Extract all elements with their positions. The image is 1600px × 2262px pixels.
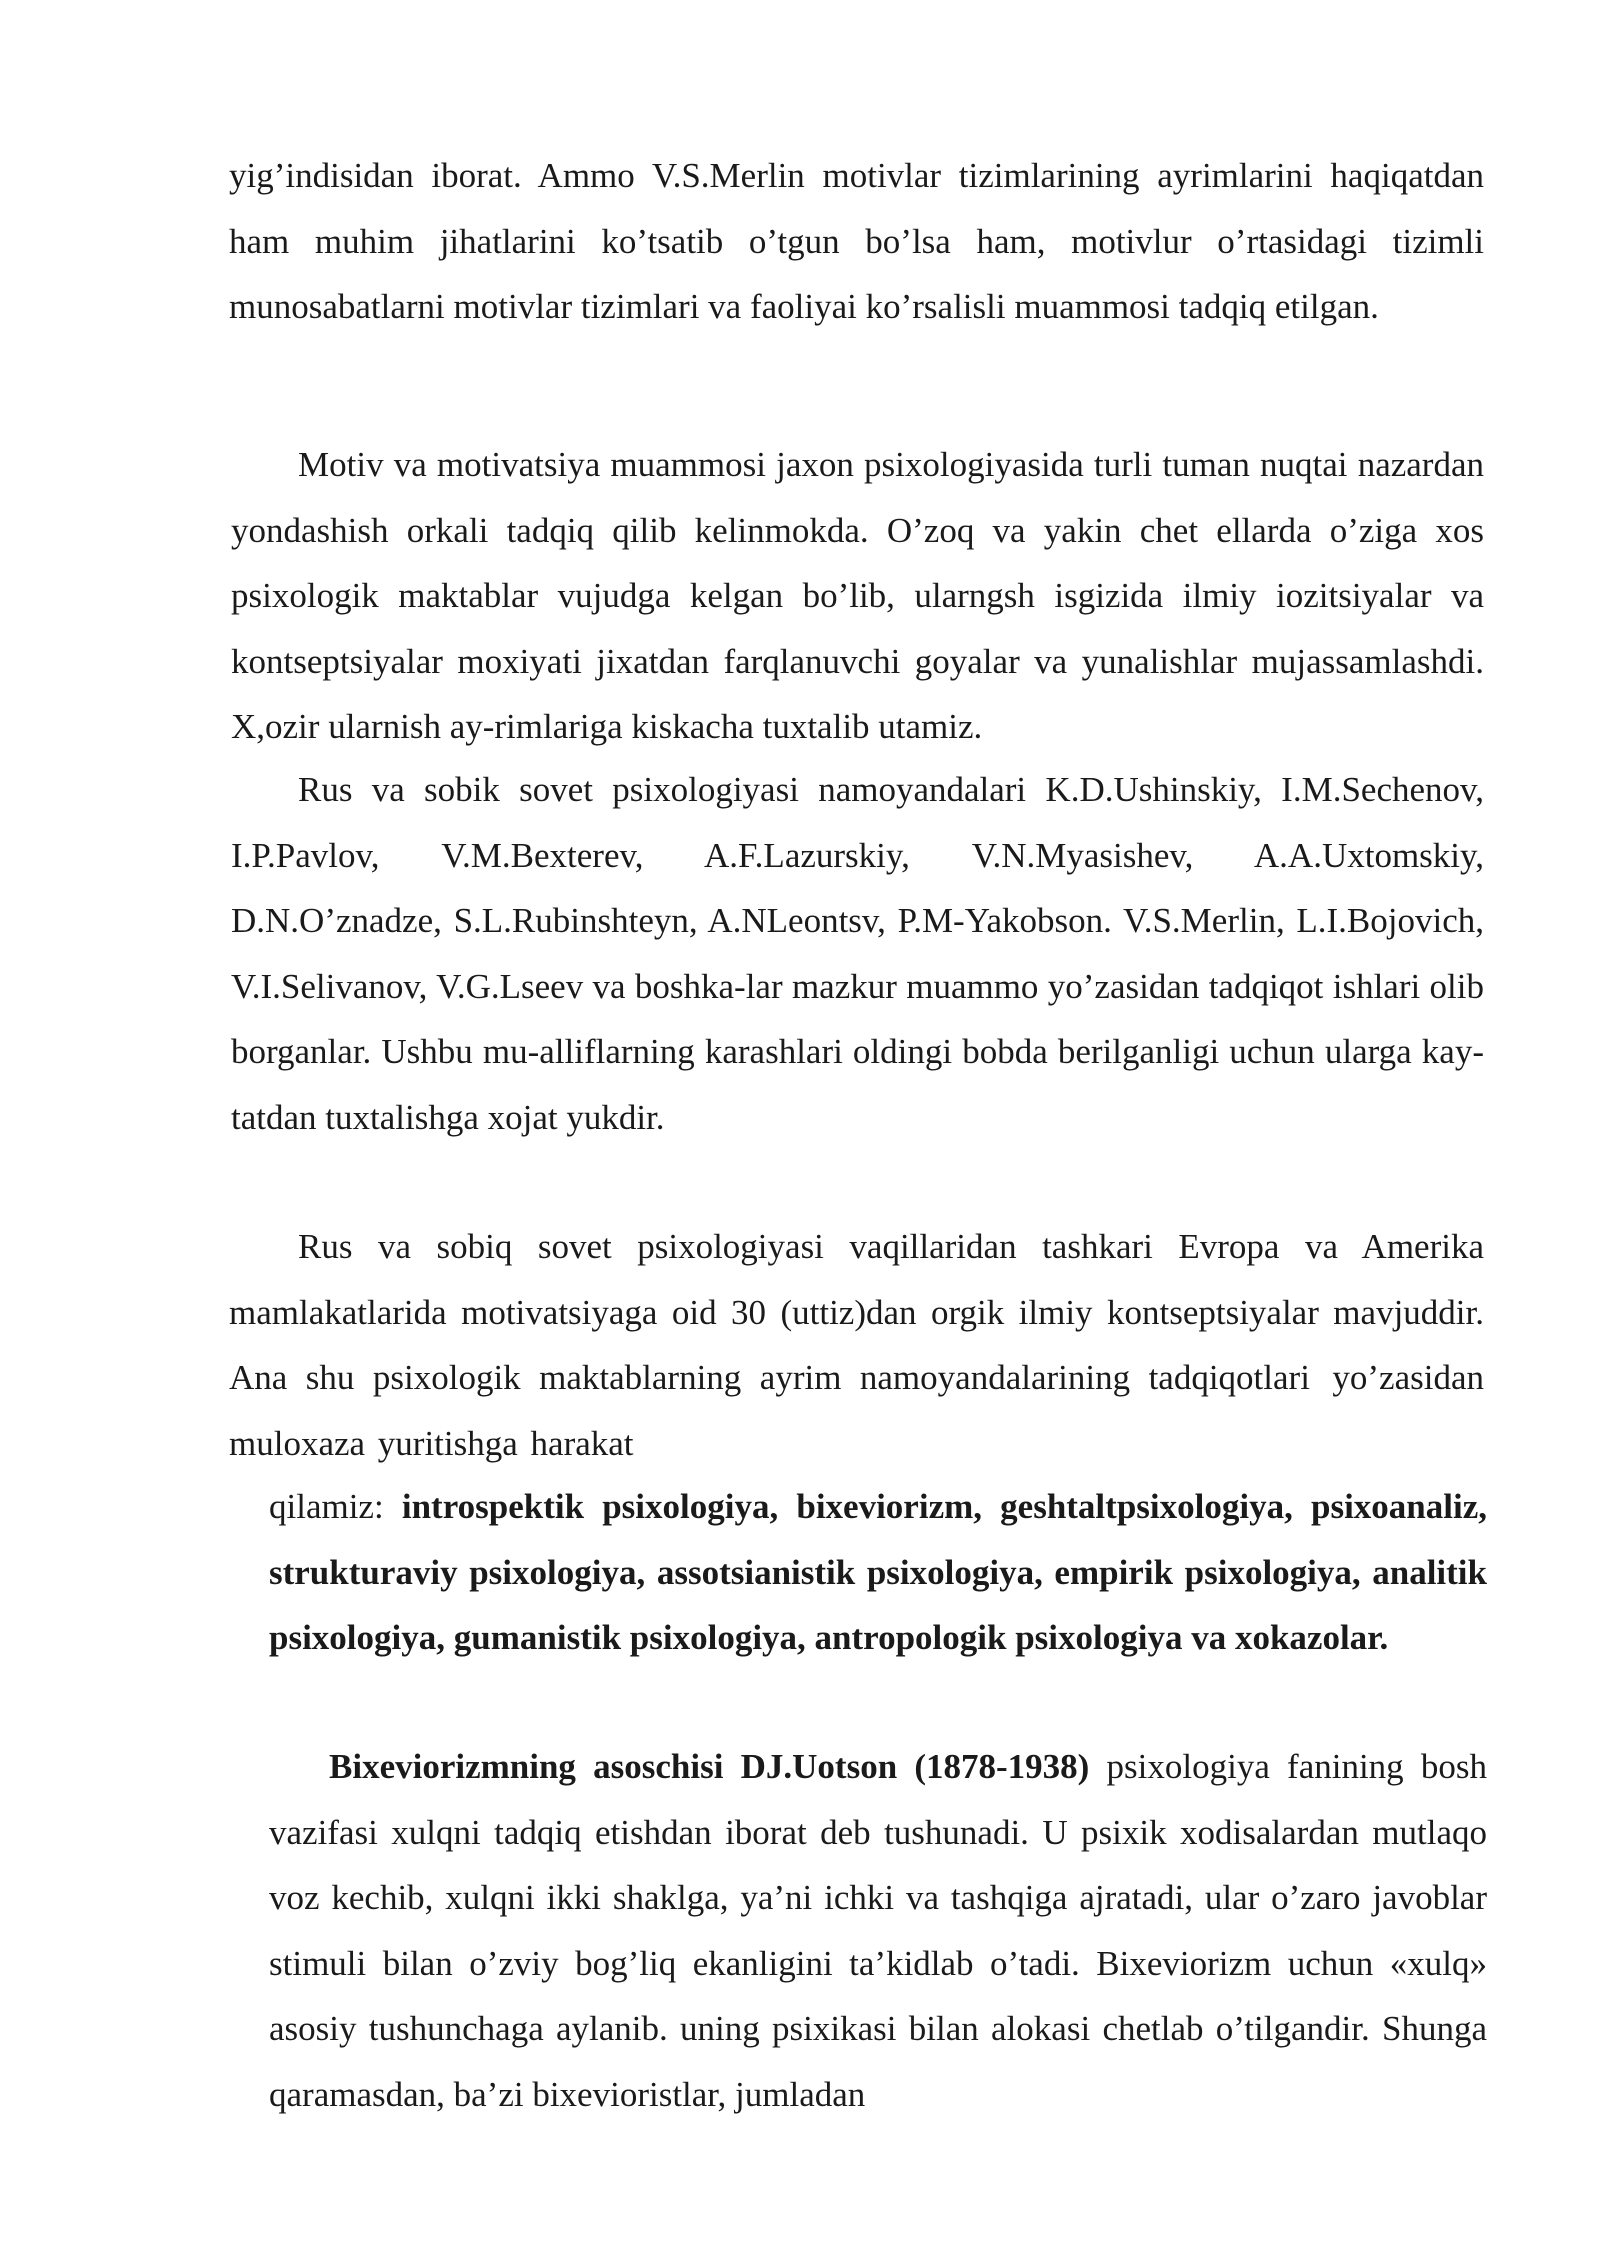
behaviorism-founder-bold: Bixeviorizmning asoschisi DJ.Uotson (1878-1938) [329,1747,1090,1786]
paragraph-psychology-schools-list [269,1474,1487,1671]
paragraph-text: psixologiya fanining bosh vazifasi xulqni tadqiq etishdan iborat deb tushunadi. U psixik xodisalardan mutlaqo voz kechib, xulqni ikki shaklga, ya’ni ichki va tashqiga ajratadi, ular o’zaro javoblar stimuli bilan o’zviy bog’liq ekanligini ta’kidlab o’tadi. Bixeviorizm uchun «xulq» asosiy tushunchaga aylanib. uning psixikasi bilan alokasi chetlab o’tilgandir. Shunga qaramasdan, ba’zi bixevioristlar, jumladan [269,1747,1487,2114]
paragraph-soviet-psychologists [231,757,1484,1150]
paragraph-text: Rus va sobik sovet psixologiyasi namoyandalari K.D.Ushinskiy, I.M.Sechenov, I.P.Pavlov, V.M.Bexterev, A.F.Lazurskiy, V.N.Myasishev, A.A.Uxtomskiy, D.N.O’znadze, S.L.Rubinshteyn, A.NLeontsv, P.M-Yakobson. V.S.Merlin, L.I.Bojovich, V.I.Selivanov, V.G.Lseev va boshka-lar mazkur muammo yo’zasidan tadqiqot ishlari olib borganlar. Ushbu mu-alliflarning karashlari oldingi bobda berilganligi uchun ularga kay-tatdan tuxtalishga xojat yukdir. [231,770,1484,1137]
paragraph-european-american-concepts [229,1214,1484,1476]
paragraph-behaviorism [269,1734,1487,2127]
paragraph-merlin-motives [229,143,1484,340]
paragraph-last-line: tadqiqotlari yo’zasidan muloxaza yuritishga harakat [229,1358,1485,1463]
paragraph-text: Rus va sobiq sovet psixologiyasi vaqillaridan tashkari Evropa va Amerika mamlakatlarida motivatsiyaga oid 30 (uttiz)dan orgik ilmiy kontseptsiyalar mavjuddir. Ana shu psixologik maktablarning ayrim namoyandalarining [229,1227,1484,1397]
paragraph-text: yig’indisidan iborat. Ammo V.S.Merlin motivlar tizimlarining ayrimlarini haqiqatdan ham muhim jihatlarini ko’tsatib o’tgun bo’lsa ham, motivlur o’rtasidagi tizimli munosabatlarni motivlar tizimlari va faoliyai ko’rsalisli muammosi tadqiq etilgan. [229,156,1484,326]
paragraph-lead-text: qilamiz: [269,1487,402,1526]
paragraph-motivation-problem [231,432,1484,760]
paragraph-text: Motiv va motivatsiya muammosi jaxon psixologiyasida turli tuman nuqtai nazardan yondashish orkali tadqiq qilib kelinmokda. O’zoq va yakin chet ellarda o’ziga xos psixologik maktablar vujudga kelgan bo’lib, ularngsh isgizida ilmiy iozitsiyalar va kontseptsiyalar moxiyati jixatdan farqlanuvchi goyalar va yunalishlar mujassamlashdi. X,ozir ularnish ay-rimlariga kiskacha tuxtalib utamiz. [231,445,1484,746]
schools-list-bold: introspektik psixologiya, bixeviorizm, geshtaltpsixologiya, psixoanaliz, strukturaviy psixologiya, assotsianistik psixologiya, empirik psixologiya, analitik psixologiya, gumanistik psixologiya, antropologik psixologiya va xokazolar. [269,1487,1487,1657]
